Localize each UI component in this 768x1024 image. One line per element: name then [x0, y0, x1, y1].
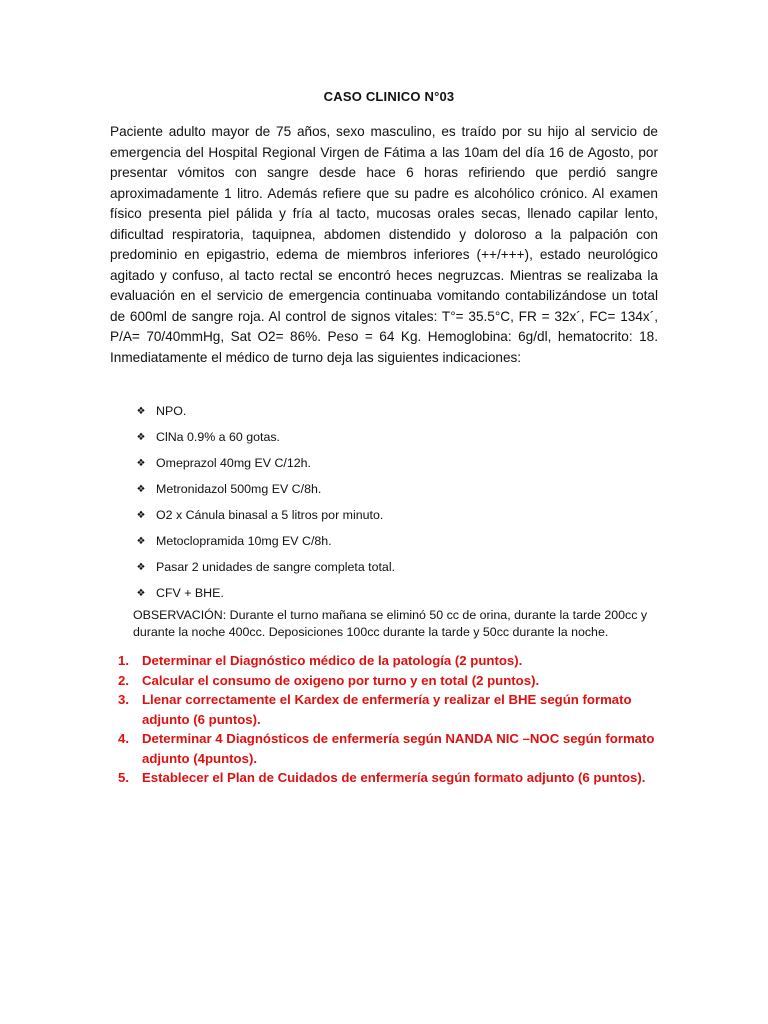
observation-note: OBSERVACIÓN: Durante el turno mañana se eliminó 50 cc de orina, durante la tarde 200cc y durante la noche 400cc. Deposiciones 100cc durante la tarde y 50cc durante la noche.	[133, 608, 648, 639]
task-text: Determinar el Diagnóstico médico de la patología (2 puntos).	[142, 653, 523, 668]
task-number: 4.	[118, 731, 129, 746]
diamond-outline-icon: ❖	[136, 535, 146, 547]
indications-list	[133, 398, 395, 606]
task-item	[118, 729, 678, 768]
task-list	[118, 651, 678, 788]
indication-text: Metoclopramida 10mg EV C/8h.	[156, 534, 332, 548]
indication-item	[133, 554, 395, 580]
indication-text: NPO.	[156, 404, 187, 418]
diamond-outline-icon: ❖	[136, 561, 146, 573]
diamond-outline-icon: ❖	[136, 431, 146, 443]
task-number: 5.	[118, 770, 129, 785]
task-number: 3.	[118, 692, 129, 707]
task-text: Establecer el Plan de Cuidados de enfermería según formato adjunto (6 puntos).	[142, 770, 646, 785]
indication-item	[133, 424, 395, 450]
indication-item	[133, 528, 395, 554]
task-item	[118, 768, 678, 788]
task-number: 1.	[118, 653, 129, 668]
indication-text: O2 x Cánula binasal a 5 litros por minuto.	[156, 508, 384, 522]
indication-item	[133, 450, 395, 476]
task-item	[118, 651, 678, 671]
diamond-outline-icon: ❖	[136, 483, 146, 495]
indication-item	[133, 398, 395, 424]
indication-text: Pasar 2 unidades de sangre completa total.	[156, 560, 396, 574]
indication-item	[133, 502, 395, 528]
diamond-outline-icon: ❖	[136, 457, 146, 469]
diamond-outline-icon: ❖	[136, 587, 146, 599]
task-number: 2.	[118, 672, 129, 688]
document-title: CASO CLINICO N°03	[323, 89, 455, 104]
diamond-outline-icon: ❖	[136, 405, 146, 417]
task-text: Calcular el consumo de oxigeno por turno y en total (2 puntos).	[142, 672, 540, 688]
indication-text: CFV + BHE.	[156, 586, 224, 600]
task-text: Determinar 4 Diagnósticos de enfermería según NANDA NIC –NOC según formato adjunto (4puntos).	[142, 731, 655, 766]
task-text: Llenar correctamente el Kardex de enfermería y realizar el BHE según formato adjunto (6 puntos).	[142, 692, 632, 727]
indication-text: ClNa 0.9% a 60 gotas.	[156, 430, 280, 444]
diamond-outline-icon: ❖	[136, 509, 146, 521]
indication-text: Omeprazol 40mg EV C/12h.	[156, 456, 311, 470]
indication-item	[133, 476, 395, 502]
task-item	[118, 671, 678, 691]
indication-item	[133, 580, 395, 606]
case-description: Paciente adulto mayor de 75 años, sexo masculino, es traído por su hijo al servicio de emergencia del Hospital Regional Virgen de Fátima a las 10am del día 16 de Agosto, por presentar vómitos con sangre desde hace 6 horas refiriendo que perdió sangre aproximadamente 1 litro. Además refiere que su padre es alcohólico crónico. Al examen físico presenta piel pálida y fría al tacto, mucosas orales secas, llenado capilar lento, dificultad respiratoria, taquipnea, abdomen distendido y doloroso a la palpación con predominio en epigastrio, edema de miembros inferiores (++/+++), estado neurológico agitado y confuso, al tacto rectal se encontró heces negruzcas. Mientras se realizaba la evaluación en el servicio de emergencia continuaba vomitando contabilizándose un total de 600ml de sangre roja. Al control de signos vitales: T°= 35.5°C, FR = 32x´, FC= 134x´, P/A= 70/40mmHg, Sat O2= 86%. Peso = 64 Kg. Hemoglobina: 6g/dl, hematocrito: 18. Inmediatamente el médico de turno deja las siguientes indicaciones:	[110, 124, 658, 365]
indication-text: Metronidazol 500mg EV C/8h.	[156, 482, 322, 496]
task-item	[118, 690, 678, 729]
